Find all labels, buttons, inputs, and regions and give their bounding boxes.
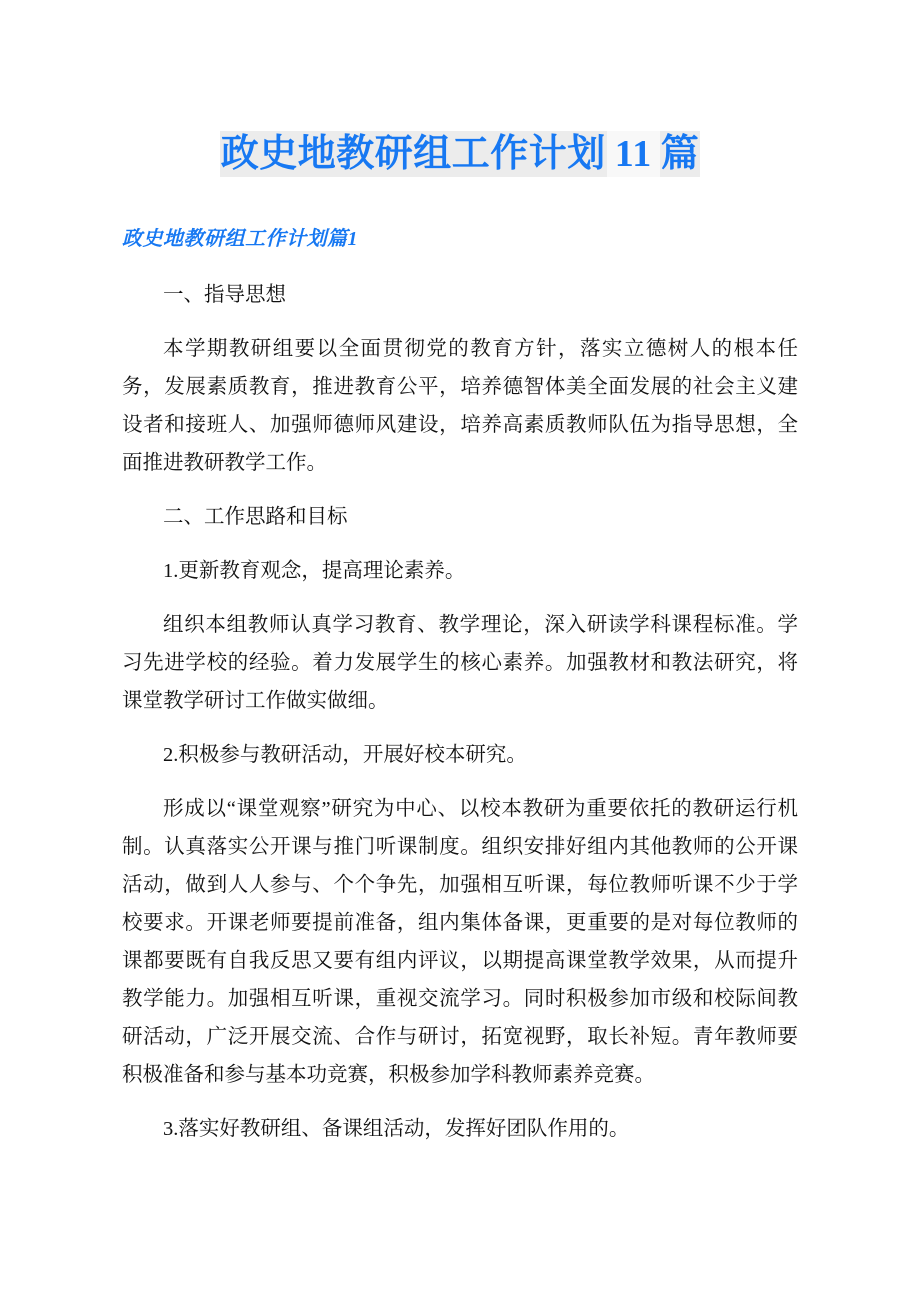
paragraph-item-2: 2.积极参与教研活动，开展好校本研究。 (163, 744, 527, 766)
document-title (122, 128, 798, 180)
paragraph-heading-2: 二、工作思路和目标 (163, 506, 348, 528)
title-text-highlighted-2: 篇 (660, 133, 700, 175)
title-text-highlighted: 政史地教研组工作计划 (220, 133, 606, 175)
paragraph-body-3: 形成以“课堂观察”研究为中心、以校本教研为重要依托的教研运行机制。认真落实公开课与推门听课制度。组织安排好组内其他教师的公开课活动，做到人人参与、个个争先，加强相互听课，每位教师听课不少于学校要求。开课老师要提前准备，组内集体备课，更重要的是对每位教师的课都要既有自我反思又要有组内评议，以期提高课堂教学效果，从而提升教学能力。加强相互听课，重视交流学习。同时积极参加市级和校际间教研活动，广泛开展交流、合作与研讨，拓宽视野，取长补短。青年教师要积极准备和参与基本功竞赛，积极参加学科教师素养竞赛。 (122, 798, 798, 1086)
paragraph-heading-1: 一、指导思想 (163, 284, 286, 306)
paragraph-body-1: 本学期教研组要以全面贯彻党的教育方针，落实立德树人的根本任务，发展素质教育，推进教育公平，培养德智体美全面发展的社会主义建设者和接班人、加强师德师风建设，培养高素质教师队伍为指导思想，全面推进教研教学工作。 (122, 338, 798, 474)
title-number: 11 (607, 131, 660, 177)
document-subtitle: 政史地教研组工作计划篇1 (122, 228, 358, 250)
document-body (122, 276, 798, 1148)
paragraph-item-3: 3.落实好教研组、备课组活动，发挥好团队作用的。 (163, 1118, 630, 1140)
paragraph-body-2: 组织本组教师认真学习教育、教学理论，深入研读学科课程标准。学习先进学校的经验。着力发展学生的核心素养。加强教材和教法研究，将课堂教学研讨工作做实做细。 (122, 614, 798, 712)
paragraph-item-1: 1.更新教育观念，提高理论素养。 (163, 560, 466, 582)
